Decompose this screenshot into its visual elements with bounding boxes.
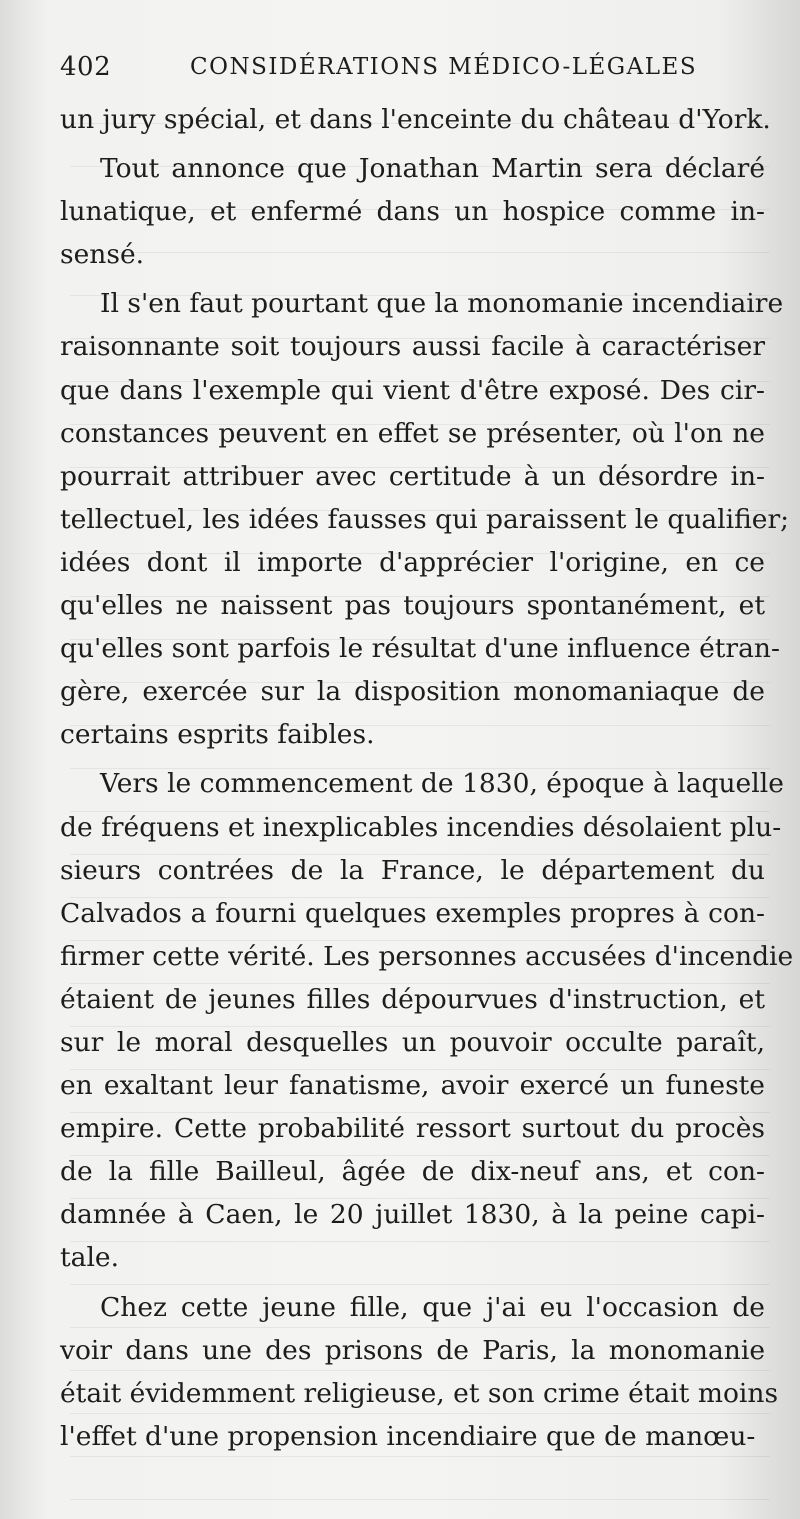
text-line: voir dans une des prisons de Paris, la monomanie (60, 1334, 765, 1366)
page-number: 402 (60, 52, 112, 82)
text-line: tale. (60, 1242, 120, 1274)
text-line: était évidemment religieuse, et son crime était moins (60, 1377, 779, 1409)
paragraph (60, 282, 790, 756)
text-line: de fréquens et inexplicables incendies désolaient plu- (60, 811, 782, 843)
text-line: un jury spécial, et dans l'enceinte du château d'York. (60, 104, 771, 135)
text-line: sensé. (60, 239, 145, 271)
text-line: Chez cette jeune fille, que j'ai eu l'occasion de (100, 1291, 765, 1323)
text-line: empire. Cette probabilité ressort surtout du procès (60, 1113, 765, 1145)
text-line: sur le moral desquelles un pouvoir occulte paraît, (60, 1026, 765, 1058)
paragraph (60, 98, 771, 141)
text-line: pourrait attribuer avec certitude à un désordre in- (60, 460, 765, 492)
text-line: damnée à Caen, le 20 juillet 1830, à la peine capi- (60, 1199, 765, 1231)
text-line: Il s'en faut pourtant que la monomanie incendiaire (100, 288, 784, 320)
text-line: en exaltant leur fanatisme, avoir exercé un funeste (60, 1070, 765, 1102)
text-line: gère, exercée sur la disposition monomaniaque de (60, 676, 765, 708)
text-line: firmer cette vérité. Les personnes accusées d'incendie (60, 940, 794, 972)
text-line: constances peuvent en effet se présenter, où l'on ne (60, 417, 765, 449)
text-line: de la fille Bailleul, âgée de dix-neuf ans, et con- (60, 1156, 765, 1188)
page-body-text (60, 98, 794, 1464)
text-line: Tout annonce que Jonathan Martin sera déclaré (100, 153, 765, 185)
text-line: Vers le commencement de 1830, époque à laquelle (100, 768, 784, 800)
text-line: idées dont il importe d'apprécier l'origine, en ce (60, 546, 765, 578)
text-line: raisonnante soit toujours aussi facile à caractériser (60, 331, 765, 363)
text-line: que dans l'exemple qui vient d'être exposé. Des cir- (60, 374, 765, 406)
text-line: qu'elles ne naissent pas toujours spontanément, et (60, 590, 765, 622)
paragraph (60, 762, 794, 1279)
text-line: étaient de jeunes filles dépourvues d'instruction, et (60, 983, 765, 1015)
text-line: Calvados a fourni quelques exemples propres à con- (60, 897, 765, 929)
paragraph (60, 1286, 779, 1458)
text-line: qu'elles sont parfois le résultat d'une influence étran- (60, 633, 780, 665)
text-line: certains esprits faibles. (60, 719, 375, 751)
page-header (60, 52, 760, 92)
paragraph (60, 147, 765, 276)
text-line: tellectuel, les idées fausses qui paraissent le qualifier; (60, 503, 790, 535)
text-line: lunatique, et enfermé dans un hospice comme in- (60, 196, 765, 228)
text-line: l'effet d'une propension incendiaire que de manœu- (60, 1420, 756, 1452)
running-head: CONSIDÉRATIONS MÉDICO-LÉGALES (190, 54, 698, 80)
text-line: sieurs contrées de la France, le département du (60, 854, 765, 886)
